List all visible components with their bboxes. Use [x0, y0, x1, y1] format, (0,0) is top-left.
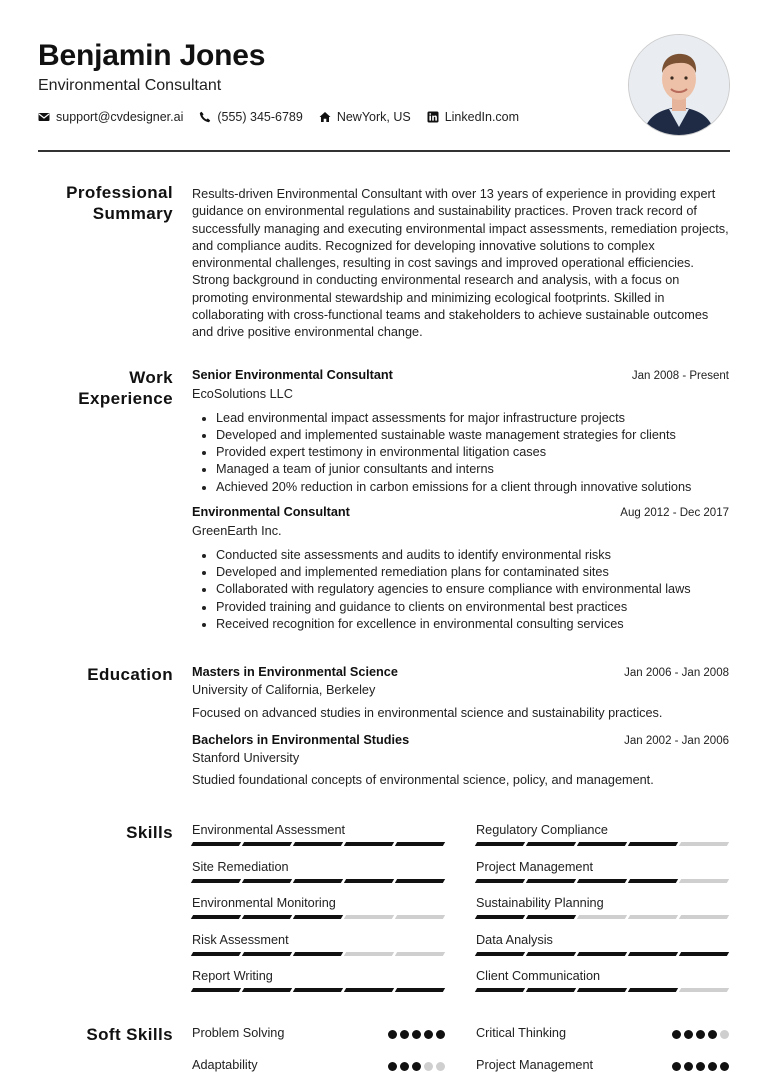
skill-bar-segment-empty	[628, 915, 678, 919]
summary-heading-line2: Summary	[92, 204, 173, 223]
skill-bar-segment-filled	[628, 952, 678, 956]
linkedin-icon	[427, 111, 439, 123]
skill-rating-bar	[192, 952, 445, 956]
skill-bar-segment-filled	[293, 952, 343, 956]
skill-bar-segment-filled	[679, 952, 729, 956]
skills-grid	[192, 822, 729, 1005]
job-bullets	[192, 547, 729, 633]
rating-dot-filled	[400, 1030, 409, 1039]
skill-bar-segment-filled	[475, 915, 525, 919]
job-company: EcoSolutions LLC	[192, 387, 293, 402]
skill-name: Risk Assessment	[192, 932, 289, 947]
skill-item	[476, 968, 729, 1005]
skill-name: Site Remediation	[192, 859, 289, 874]
skill-rating-bar	[476, 952, 729, 956]
rating-dot-filled	[672, 1030, 681, 1039]
education-heading: Education	[87, 665, 173, 684]
skill-bar-segment-filled	[475, 952, 525, 956]
skill-bar-segment-filled	[475, 879, 525, 883]
skill-name: Data Analysis	[476, 932, 553, 947]
skill-bar-segment-filled	[395, 842, 445, 846]
job-company: GreenEarth Inc.	[192, 524, 282, 539]
soft-skill-rating	[672, 1062, 729, 1071]
education-entry	[192, 664, 729, 722]
degree-title: Masters in Environmental Science	[192, 665, 398, 679]
rating-dot-filled	[400, 1062, 409, 1071]
skill-bar-segment-filled	[526, 842, 576, 846]
contact-location	[319, 110, 411, 124]
skill-rating-bar	[192, 988, 445, 992]
skill-bar-segment-filled	[526, 988, 576, 992]
rating-dot-empty	[424, 1062, 433, 1071]
education-desc: Studied foundational concepts of environmental science, policy, and management.	[192, 773, 654, 788]
skill-item	[192, 968, 445, 1005]
skill-rating-bar	[476, 842, 729, 846]
rating-dot-filled	[720, 1062, 729, 1071]
candidate-title: Environmental Consultant	[38, 77, 222, 94]
skill-bar-segment-filled	[293, 915, 343, 919]
soft-skill-rating	[388, 1062, 445, 1071]
phone-icon	[199, 111, 211, 123]
job-bullets	[192, 410, 729, 496]
rating-dot-filled	[412, 1030, 421, 1039]
skill-bar-segment-empty	[395, 952, 445, 956]
job-bullet: • Managed a team of junior consultants and interns	[216, 461, 729, 478]
work-body	[192, 367, 729, 633]
job-bullet: • Received recognition for excellence in environmental consulting services	[216, 616, 729, 633]
skill-bar-segment-empty	[679, 879, 729, 883]
skill-bar-segment-empty	[395, 915, 445, 919]
skill-item	[192, 822, 445, 859]
skill-bar-segment-filled	[526, 879, 576, 883]
skill-bar-segment-filled	[191, 842, 241, 846]
skill-bar-segment-filled	[344, 988, 394, 992]
skill-bar-segment-filled	[344, 879, 394, 883]
job-entry	[192, 504, 729, 633]
rating-dot-filled	[412, 1062, 421, 1071]
rating-dot-filled	[388, 1062, 397, 1071]
education-date: Jan 2002 - Jan 2006	[624, 734, 729, 747]
skill-bar-segment-filled	[577, 879, 627, 883]
contact-email[interactable]	[38, 110, 183, 124]
education-desc: Focused on advanced studies in environmental science and sustainability practices.	[192, 705, 663, 720]
skill-bar-segment-filled	[293, 842, 343, 846]
skill-item	[192, 859, 445, 896]
skill-bar-segment-empty	[344, 915, 394, 919]
rating-dot-filled	[708, 1030, 717, 1039]
summary-heading-line1: Professional	[66, 183, 173, 202]
rating-dot-filled	[424, 1030, 433, 1039]
header-divider	[38, 150, 730, 152]
skill-bar-segment-filled	[475, 988, 525, 992]
job-title: Environmental Consultant	[192, 505, 350, 520]
skill-item	[476, 859, 729, 896]
skill-bar-segment-filled	[293, 988, 343, 992]
skill-rating-bar	[192, 915, 445, 919]
skills-body	[192, 822, 729, 1005]
job-bullet: • Lead environmental impact assessments for major infrastructure projects	[216, 410, 729, 427]
soft-skill-name: Project Management	[476, 1058, 594, 1073]
job-entry	[192, 367, 729, 496]
degree-title: Bachelors in Environmental Studies	[192, 732, 410, 747]
envelope-icon	[38, 111, 50, 123]
skill-bar-segment-empty	[344, 952, 394, 956]
job-date: Jan 2008 - Present	[631, 370, 729, 382]
education-date: Jan 2006 - Jan 2008	[624, 667, 729, 679]
soft-skill-name: Problem Solving	[192, 1026, 285, 1041]
soft-skill-item	[192, 1050, 445, 1082]
contact-email-text: support@cvdesigner.ai	[56, 110, 184, 124]
work-heading	[38, 367, 173, 409]
skill-name: Environmental Assessment	[192, 823, 346, 837]
contact-phone[interactable]	[199, 110, 302, 124]
summary-heading	[38, 182, 173, 224]
skill-bar-segment-filled	[628, 842, 678, 846]
skills-heading: Skills	[126, 823, 173, 842]
skill-bar-segment-filled	[526, 915, 576, 919]
job-bullet: • Provided training and guidance to clients on environmental best practices	[216, 599, 729, 616]
skill-item	[476, 932, 729, 969]
skill-bar-segment-filled	[395, 879, 445, 883]
skill-bar-segment-filled	[242, 952, 292, 956]
skill-bar-segment-filled	[577, 952, 627, 956]
profile-photo	[628, 34, 730, 136]
skill-item	[476, 895, 729, 932]
job-bullet: • Achieved 20% reduction in carbon emissions for a client through innovative solutions	[216, 479, 729, 496]
job-bullet: • Conducted site assessments and audits to identify environmental risks	[216, 547, 729, 564]
skill-bar-segment-filled	[242, 915, 292, 919]
work-heading-line2: Experience	[78, 389, 173, 408]
skill-item	[192, 895, 445, 932]
soft-skill-item	[476, 1050, 729, 1082]
skill-bar-segment-filled	[191, 915, 241, 919]
summary-text: Results-driven Environmental Consultant with over 13 years of experience in providing expert guidance on environmental regulations and sustainability practices. Proven track record of successfully managing and executing environmental impact assessments, remediation projects, and compliance audits. Recognized for developing innovative solutions to complex environmental challenges, resulting in cost savings and improved operational efficiencies. Strong background in conducting environmental research and analysis, with a focus on promoting environmental stewardship and minimizing ecological footprints. Skilled in collaborating with cross-functional teams and stakeholders to achieve sustainable outcomes and drive positive environmental change.	[192, 187, 729, 340]
skill-bar-segment-filled	[475, 842, 525, 846]
contact-linkedin-text: LinkedIn.com	[444, 110, 520, 124]
job-date: Aug 2012 - Dec 2017	[620, 507, 729, 520]
soft-skill-rating	[672, 1030, 729, 1039]
skill-bar-segment-filled	[191, 988, 241, 992]
rating-dot-filled	[696, 1062, 705, 1071]
job-bullet: • Developed and implemented remediation plans for contaminated sites	[216, 564, 729, 581]
rating-dot-filled	[684, 1062, 693, 1071]
skill-bar-segment-empty	[679, 988, 729, 992]
education-body	[192, 664, 729, 790]
rating-dot-filled	[684, 1030, 693, 1039]
skill-rating-bar	[476, 915, 729, 919]
rating-dot-filled	[672, 1062, 681, 1071]
soft-skills-heading: Soft Skills	[86, 1025, 173, 1044]
skill-name: Sustainability Planning	[476, 896, 604, 910]
skill-item	[192, 932, 445, 969]
soft-skill-name: Critical Thinking	[476, 1026, 567, 1041]
skill-rating-bar	[192, 842, 445, 846]
skill-bar-segment-filled	[526, 952, 576, 956]
education-entry	[192, 732, 729, 790]
job-bullet: • Collaborated with regulatory agencies to ensure compliance with environmental laws	[216, 581, 729, 598]
soft-skills-grid	[192, 1018, 729, 1082]
job-bullet: • Developed and implemented sustainable waste management strategies for clients	[216, 427, 729, 444]
skill-bar-segment-filled	[577, 988, 627, 992]
home-icon	[319, 111, 331, 123]
rating-dot-filled	[388, 1030, 397, 1039]
contact-linkedin[interactable]	[427, 110, 519, 124]
job-title: Senior Environmental Consultant	[192, 368, 393, 382]
skill-bar-segment-filled	[242, 842, 292, 846]
work-heading-line1: Work	[129, 368, 173, 387]
school-name: University of California, Berkeley	[192, 683, 376, 698]
skill-bar-segment-filled	[242, 988, 292, 992]
skill-bar-segment-empty	[577, 915, 627, 919]
soft-skills-body	[192, 1018, 729, 1082]
rating-dot-empty	[720, 1030, 729, 1039]
skill-bar-segment-filled	[395, 988, 445, 992]
skill-name: Project Management	[476, 859, 594, 874]
skill-bar-segment-filled	[628, 879, 678, 883]
resume-header	[38, 38, 730, 124]
skill-item	[476, 822, 729, 859]
skill-name: Report Writing	[192, 969, 273, 983]
skill-bar-segment-filled	[191, 952, 241, 956]
job-bullet: • Provided expert testimony in environmental litigation cases	[216, 444, 729, 461]
rating-dot-filled	[696, 1030, 705, 1039]
skill-bar-segment-filled	[344, 842, 394, 846]
rating-dot-empty	[436, 1062, 445, 1071]
contact-phone-text: (555) 345-6789	[217, 110, 303, 124]
skill-bar-segment-filled	[293, 879, 343, 883]
skill-bar-segment-filled	[628, 988, 678, 992]
skill-bar-segment-filled	[242, 879, 292, 883]
skill-bar-segment-empty	[679, 915, 729, 919]
skill-name: Client Communication	[476, 969, 601, 983]
skill-name: Regulatory Compliance	[476, 823, 608, 837]
skill-rating-bar	[476, 879, 729, 883]
contact-location-text: NewYork, US	[336, 110, 411, 124]
skill-bar-segment-filled	[577, 842, 627, 846]
soft-skill-item	[192, 1018, 445, 1050]
school-name: Stanford University	[192, 751, 300, 766]
skill-name: Environmental Monitoring	[192, 896, 336, 910]
soft-skill-item	[476, 1018, 729, 1050]
skill-bar-segment-empty	[679, 842, 729, 846]
skill-rating-bar	[192, 879, 445, 883]
rating-dot-filled	[708, 1062, 717, 1071]
skill-rating-bar	[476, 988, 729, 992]
contact-row	[38, 110, 730, 124]
soft-skill-name: Adaptability	[192, 1058, 258, 1073]
candidate-name: Benjamin Jones	[38, 39, 266, 72]
skill-bar-segment-filled	[191, 879, 241, 883]
soft-skill-rating	[388, 1030, 445, 1039]
rating-dot-filled	[436, 1030, 445, 1039]
